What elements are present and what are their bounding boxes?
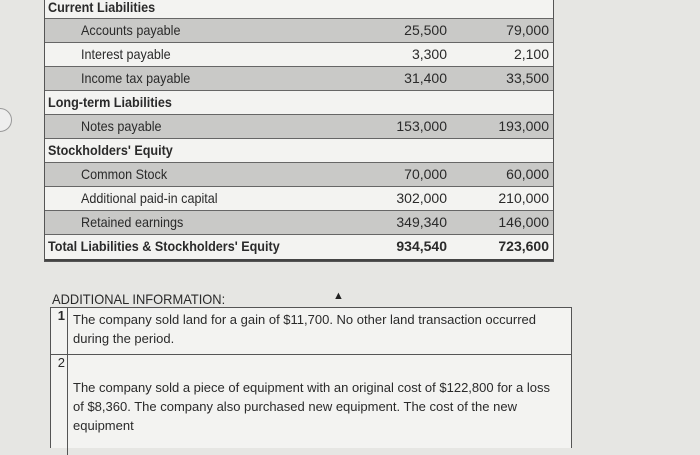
table-row <box>45 115 553 139</box>
table-row <box>45 187 553 211</box>
prior-year-value: 2,100 <box>513 46 549 62</box>
row-label: Retained earnings <box>81 214 184 230</box>
row-label: Stockholders' Equity <box>48 142 173 158</box>
balance-sheet-table <box>44 0 554 262</box>
prior-year-value: 723,600 <box>498 238 549 254</box>
info-text: The company sold a piece of equipment with an original cost of $122,800 for a loss of $8,360. The company also purchased new equipment. The cost of the new equipment <box>73 380 550 433</box>
total-row <box>45 235 553 261</box>
section-header-row <box>45 0 553 19</box>
current-year-value: 349,340 <box>396 214 447 230</box>
prior-year-value: 210,000 <box>498 190 549 206</box>
prior-year-value: 193,000 <box>498 118 549 134</box>
row-label: Interest payable <box>81 46 171 62</box>
table-row <box>45 43 553 67</box>
side-nav-button[interactable] <box>0 108 12 132</box>
additional-info-table <box>50 307 572 448</box>
table-row <box>45 163 553 187</box>
current-year-value: 70,000 <box>404 166 447 182</box>
row-label: Common Stock <box>81 166 168 182</box>
info-text: The company sold land for a gain of $11,700. No other land transaction occurred during the period. <box>73 312 536 346</box>
row-label: Income tax payable <box>81 70 191 86</box>
row-label: Notes payable <box>81 118 162 134</box>
table-row <box>45 211 553 235</box>
current-year-value: 31,400 <box>404 70 447 86</box>
prior-year-value: 146,000 <box>498 214 549 230</box>
table-row <box>45 67 553 91</box>
row-label: Accounts payable <box>81 22 181 38</box>
additional-info-title: ADDITIONAL INFORMATION: <box>52 291 226 307</box>
info-number: 2 <box>51 355 68 455</box>
row-label: Total Liabilities & Stockholders' Equity <box>48 238 280 254</box>
prior-year-value: 60,000 <box>506 166 549 182</box>
info-row <box>51 308 571 355</box>
current-year-value: 302,000 <box>396 190 447 206</box>
current-year-value: 153,000 <box>396 118 447 134</box>
mouse-cursor-icon: ▲ <box>333 290 344 302</box>
current-year-value: 25,500 <box>404 22 447 38</box>
row-label: Current Liabilities <box>48 0 156 15</box>
info-number: 1 <box>51 308 68 354</box>
info-row <box>51 355 571 455</box>
section-header-row <box>45 91 553 115</box>
current-year-value: 3,300 <box>411 46 447 62</box>
prior-year-value: 79,000 <box>506 22 549 38</box>
row-label: Long-term Liabilities <box>48 94 172 110</box>
table-row <box>45 19 553 43</box>
section-header-row <box>45 139 553 163</box>
prior-year-value: 33,500 <box>506 70 549 86</box>
row-label: Additional paid-in capital <box>81 190 218 206</box>
current-year-value: 934,540 <box>396 238 447 254</box>
